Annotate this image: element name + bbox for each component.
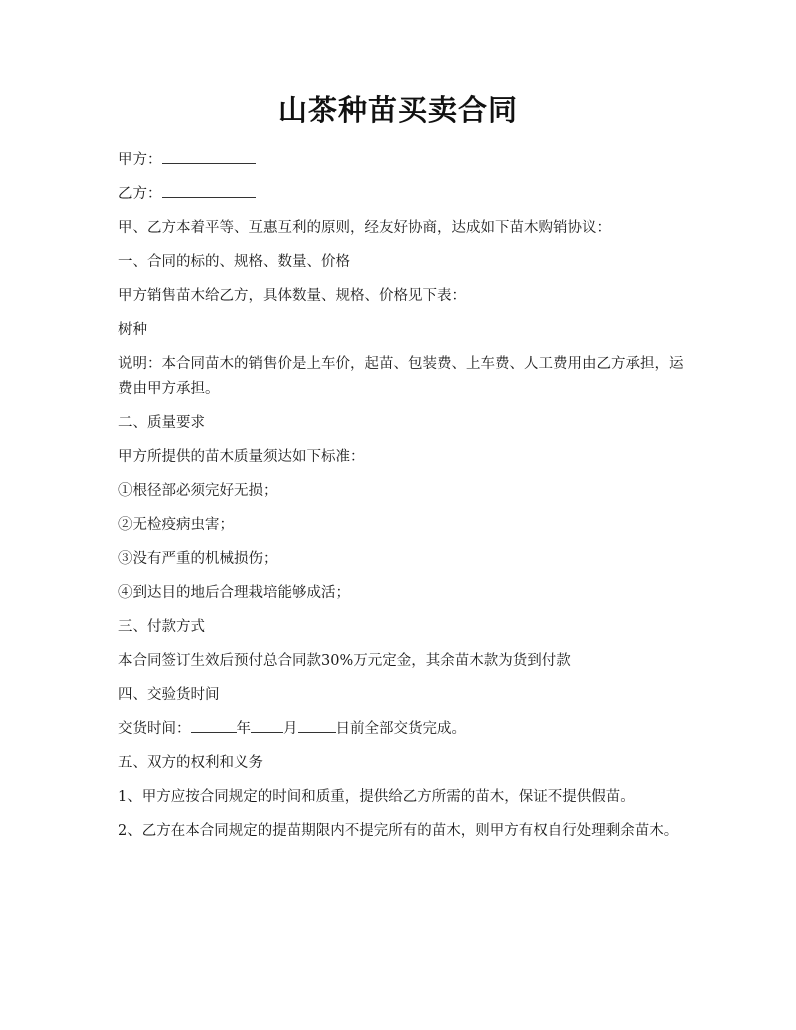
party-a-blank bbox=[162, 149, 256, 164]
section-5-item-1: 1、甲方应按合同规定的时间和质重，提供给乙方所需的苗木，保证不提供假苗。 bbox=[118, 789, 635, 805]
section-1-table-header: 树种 bbox=[118, 322, 147, 338]
section-5-item-2: 2、乙方在本合同规定的提苗期限内不提完所有的苗木，则甲方有权自行处理剩余苗木。 bbox=[118, 823, 679, 839]
party-a-line bbox=[118, 148, 684, 173]
party-b-line bbox=[118, 182, 684, 207]
document-title: 山茶种苗买卖合同 bbox=[277, 93, 518, 127]
delivery-month-label: 月 bbox=[283, 721, 298, 737]
party-b-blank bbox=[162, 183, 256, 198]
document-body bbox=[118, 148, 684, 853]
section-3-text: 本合同签订生效后预付总合同款30%万元定金，其余苗木款为货到付款 bbox=[118, 653, 571, 669]
section-2-text: 甲方所提供的苗木质量须达如下标准： bbox=[118, 449, 365, 465]
delivery-day-blank bbox=[298, 718, 336, 733]
section-2-item-3: ③没有严重的机械损伤； bbox=[118, 551, 278, 567]
section-2-item-2: ②无检疫病虫害； bbox=[118, 517, 234, 533]
delivery-year-blank bbox=[191, 718, 237, 733]
section-1-note: 说明：本合同苗木的销售价是上车价，起苗、包装费、上车费、人工费用由乙方承担，运费由甲方承担。 bbox=[118, 356, 684, 397]
section-2-item-1: ①根径部必须完好无损； bbox=[118, 483, 278, 499]
delivery-month-blank bbox=[251, 718, 283, 733]
section-4-heading: 四、交验货时间 bbox=[118, 687, 220, 703]
section-5-heading: 五、双方的权利和义务 bbox=[118, 755, 263, 771]
section-3-heading: 三、付款方式 bbox=[118, 619, 205, 635]
intro-paragraph: 甲、乙方本着平等、互惠互利的原则，经友好协商，达成如下苗木购销协议： bbox=[118, 220, 611, 236]
delivery-label: 交货时间： bbox=[118, 721, 191, 737]
section-2-item-4: ④到达目的地后合理栽培能够成活； bbox=[118, 585, 350, 601]
party-a-label: 甲方： bbox=[118, 152, 162, 168]
section-4-delivery-line bbox=[118, 717, 684, 742]
section-1-heading: 一、合同的标的、规格、数量、价格 bbox=[118, 254, 350, 270]
section-2-heading: 二、质量要求 bbox=[118, 415, 205, 431]
delivery-tail: 日前全部交货完成。 bbox=[335, 721, 466, 737]
party-b-label: 乙方： bbox=[118, 186, 162, 202]
delivery-year-label: 年 bbox=[236, 721, 251, 737]
section-1-text: 甲方销售苗木给乙方，具体数量、规格、价格见下表： bbox=[118, 288, 466, 304]
